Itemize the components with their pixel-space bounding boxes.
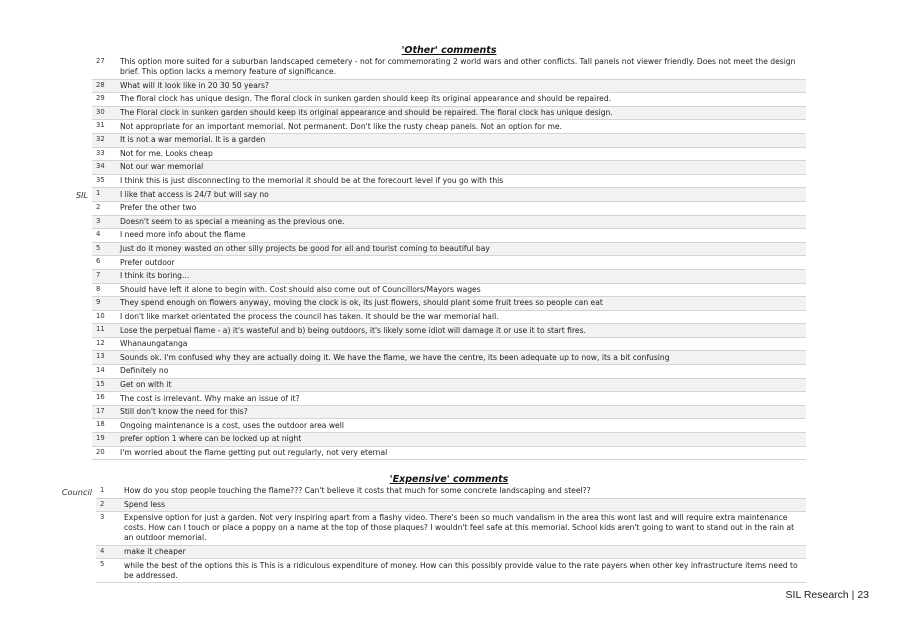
comment-text: Ongoing maintenance is a cost, uses the outdoor area well xyxy=(117,419,806,433)
comment-text: Definitely no xyxy=(117,365,806,379)
comment-text: I don't like market orientated the process the council has taken. It should be the war memorial hall. xyxy=(117,310,806,324)
comment-number: 12 xyxy=(92,337,117,351)
comment-number: 6 xyxy=(92,256,117,270)
comment-number: 3 xyxy=(92,215,117,229)
comment-row xyxy=(40,405,806,419)
comment-text: I think this is just disconnecting to the memorial it should be at the forecourt level if you go with this xyxy=(117,174,806,188)
comment-text: Get on with it xyxy=(117,378,806,392)
comment-number: 1 xyxy=(96,485,121,498)
group-label xyxy=(40,93,92,107)
comment-row xyxy=(40,283,806,297)
comment-row xyxy=(40,79,806,93)
comment-number: 34 xyxy=(92,161,117,175)
group-label xyxy=(40,242,92,256)
comment-row xyxy=(40,365,806,379)
group-label xyxy=(40,106,92,120)
comment-row xyxy=(40,512,806,546)
comment-row xyxy=(40,545,806,559)
comment-text: prefer option 1 where can be locked up at night xyxy=(117,433,806,447)
other-comments-body xyxy=(40,56,806,460)
comment-number: 33 xyxy=(92,147,117,161)
comment-number: 4 xyxy=(92,229,117,243)
comment-row xyxy=(40,256,806,270)
comment-row xyxy=(40,93,806,107)
comment-row xyxy=(40,498,806,512)
comment-number: 14 xyxy=(92,365,117,379)
group-label xyxy=(40,559,96,583)
comment-number: 27 xyxy=(92,56,117,79)
comment-text: I need more info about the flame xyxy=(117,229,806,243)
comment-row xyxy=(40,147,806,161)
other-comments-title: 'Other' comments xyxy=(401,45,497,56)
group-label xyxy=(40,498,96,512)
page-footer: SIL Research | 23 xyxy=(785,589,869,601)
comment-row xyxy=(40,106,806,120)
comment-text: Prefer the other two xyxy=(117,201,806,215)
comment-text: Not appropriate for an important memorial. Not permanent. Don't like the rusty cheap panels. Not an option for me. xyxy=(117,120,806,134)
comment-text: Prefer outdoor xyxy=(117,256,806,270)
comment-number: 5 xyxy=(92,242,117,256)
comment-number: 2 xyxy=(96,498,121,512)
comment-text: How do you stop people touching the flame??? Can't believe it costs that much for some concrete landscaping and steel?? xyxy=(121,485,806,498)
group-label xyxy=(40,256,92,270)
comment-text: Spend less xyxy=(121,498,806,512)
group-label xyxy=(40,545,96,559)
comment-text: The Floral clock in sunken garden should keep its original appearance and should be repaired. The floral clock has unique design. xyxy=(117,106,806,120)
comment-text: The floral clock has unique design. The floral clock in sunken garden should keep its original appearance and should be repaired. xyxy=(117,93,806,107)
comment-row xyxy=(40,485,806,498)
comment-number: 17 xyxy=(92,405,117,419)
comment-text: Sounds ok. I'm confused why they are actually doing it. We have the flame, we have the centre, its been adequate up to now, its a bit confusing xyxy=(117,351,806,365)
comment-row xyxy=(40,378,806,392)
comment-number: 1 xyxy=(92,188,117,202)
comment-number: 18 xyxy=(92,419,117,433)
group-label xyxy=(40,446,92,460)
group-label xyxy=(40,365,92,379)
comment-row xyxy=(40,392,806,406)
other-comments-table xyxy=(40,56,806,460)
comment-text: This option more suited for a suburban landscaped cemetery - not for commemorating 2 world wars and other conflicts. Tall panels not viewer friendly. Does not meet the design brief. This option lacks a memory feature of significance. xyxy=(117,56,806,79)
comment-row xyxy=(40,120,806,134)
comment-row xyxy=(40,310,806,324)
group-label xyxy=(40,79,92,93)
comment-text: make it cheaper xyxy=(121,545,806,559)
comment-text: The cost is irrelevant. Why make an issue of it? xyxy=(117,392,806,406)
group-label xyxy=(40,324,92,338)
comment-number: 20 xyxy=(92,446,117,460)
comment-row xyxy=(40,56,806,79)
group-label: Council xyxy=(40,485,96,498)
comment-number: 13 xyxy=(92,351,117,365)
comment-row xyxy=(40,229,806,243)
comment-text: Whanaungatanga xyxy=(117,337,806,351)
comment-text: Not for me. Looks cheap xyxy=(117,147,806,161)
comment-row xyxy=(40,297,806,311)
group-label xyxy=(40,120,92,134)
comment-row xyxy=(40,351,806,365)
comment-row xyxy=(40,174,806,188)
comment-number: 4 xyxy=(96,545,121,559)
expensive-comments-section xyxy=(40,474,806,583)
comment-number: 32 xyxy=(92,133,117,147)
comment-number: 19 xyxy=(92,433,117,447)
group-label xyxy=(40,283,92,297)
expensive-comments-table xyxy=(40,485,806,583)
expensive-comments-title: 'Expensive' comments xyxy=(389,474,509,485)
group-label xyxy=(40,133,92,147)
comment-number: 9 xyxy=(92,297,117,311)
other-comments-section xyxy=(40,45,806,460)
comment-number: 15 xyxy=(92,378,117,392)
comment-text: Just do it money wasted on other silly projects be good for all and tourist coming to beautiful bay xyxy=(117,242,806,256)
comment-number: 31 xyxy=(92,120,117,134)
comment-row xyxy=(40,269,806,283)
expensive-comments-body xyxy=(40,485,806,582)
comment-text: I'm worried about the flame getting put out regularly, not very eternal xyxy=(117,446,806,460)
comment-row xyxy=(40,201,806,215)
comment-text: Doesn't seem to as special a meaning as the previous one. xyxy=(117,215,806,229)
comment-row xyxy=(40,242,806,256)
comment-number: 28 xyxy=(92,79,117,93)
group-label xyxy=(40,310,92,324)
comment-text: I think its boring... xyxy=(117,269,806,283)
comment-text: Lose the perpetual flame - a) it's wasteful and b) being outdoors, it's likely some idiot will damage it or use it to start fires. xyxy=(117,324,806,338)
comment-text: Expensive option for just a garden. Not very inspiring apart from a flashy video. There's been so much vandalism in the area this wont last and will require extra maintenance costs. How can I touch or place a poppy on a name at the top of those plaques? I wouldn't feel safe at this memorial. School kids aren't going to want to stand out in the rain at an outdoor memorial. xyxy=(121,512,806,546)
group-label xyxy=(40,297,92,311)
comment-text: I like that access is 24/7 but will say no xyxy=(117,188,806,202)
group-label xyxy=(40,378,92,392)
comment-number: 16 xyxy=(92,392,117,406)
comment-number: 10 xyxy=(92,310,117,324)
group-label xyxy=(40,269,92,283)
group-label xyxy=(40,433,92,447)
comment-text: It is not a war memorial. It is a garden xyxy=(117,133,806,147)
group-label xyxy=(40,351,92,365)
comment-number: 2 xyxy=(92,201,117,215)
group-label xyxy=(40,215,92,229)
comment-number: 3 xyxy=(96,512,121,546)
comment-text: Should have left it alone to begin with. Cost should also come out of Councillors/Mayors wages xyxy=(117,283,806,297)
comment-row xyxy=(40,161,806,175)
comment-text: They spend enough on flowers anyway, moving the clock is ok, its just flowers, should plant some fruit trees so people can eat xyxy=(117,297,806,311)
comment-row xyxy=(40,324,806,338)
group-label xyxy=(40,174,92,188)
comment-number: 35 xyxy=(92,174,117,188)
group-label xyxy=(40,201,92,215)
group-label xyxy=(40,147,92,161)
comment-number: 29 xyxy=(92,93,117,107)
comment-row xyxy=(40,446,806,460)
group-label xyxy=(40,392,92,406)
group-label xyxy=(40,56,92,79)
comment-row xyxy=(40,337,806,351)
comment-number: 5 xyxy=(96,559,121,583)
group-label xyxy=(40,405,92,419)
comment-text: Not our war memorial xyxy=(117,161,806,175)
comment-number: 11 xyxy=(92,324,117,338)
comment-row xyxy=(40,559,806,583)
comment-text: What will it look like in 20 30 50 years? xyxy=(117,79,806,93)
comment-number: 7 xyxy=(92,269,117,283)
comment-row xyxy=(40,433,806,447)
comment-row xyxy=(40,188,806,202)
group-label: SIL xyxy=(40,188,92,202)
comment-number: 30 xyxy=(92,106,117,120)
comment-row xyxy=(40,419,806,433)
comment-row xyxy=(40,215,806,229)
group-label xyxy=(40,337,92,351)
comment-row xyxy=(40,133,806,147)
group-label xyxy=(40,161,92,175)
comment-number: 8 xyxy=(92,283,117,297)
group-label xyxy=(40,512,96,546)
comment-text: while the best of the options this is This is a ridiculous expenditure of money. How can this possibly provide value to the rate payers when other key infrastructure items need to be addressed. xyxy=(121,559,806,583)
group-label xyxy=(40,419,92,433)
comment-text: Still don't know the need for this? xyxy=(117,405,806,419)
group-label xyxy=(40,229,92,243)
